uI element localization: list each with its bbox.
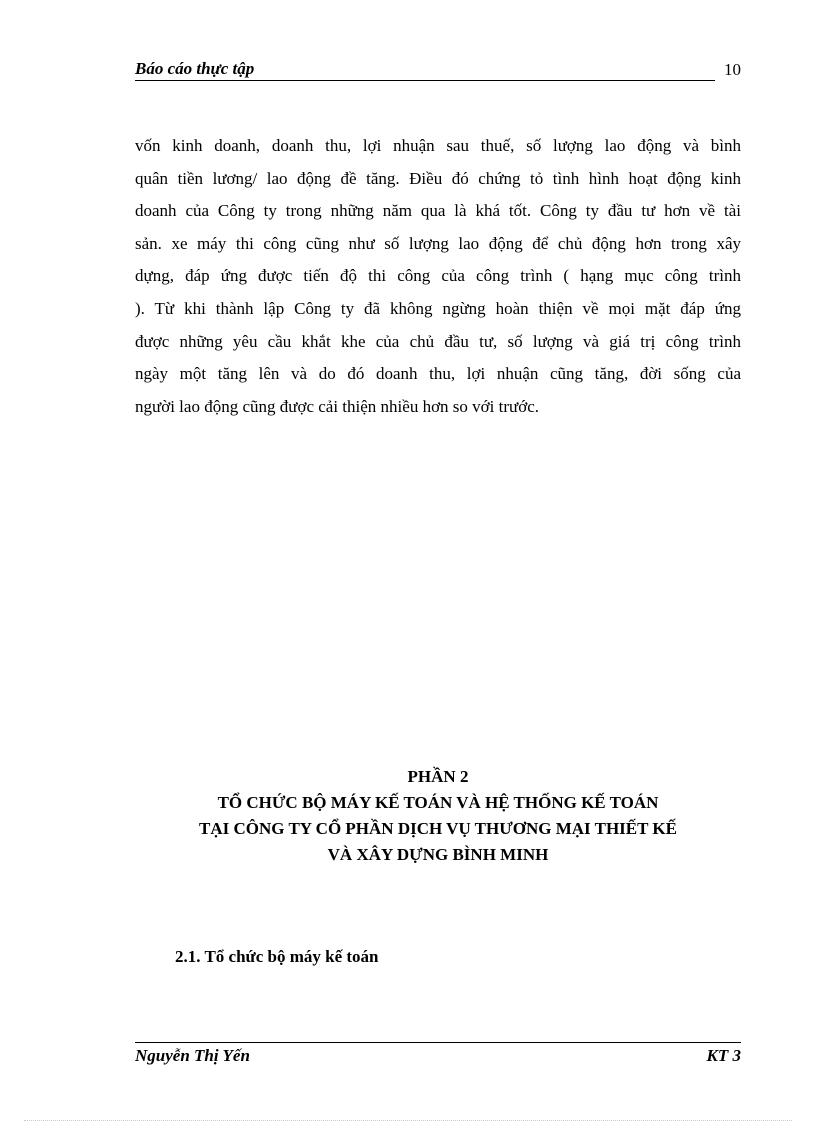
footer-rule <box>135 1042 741 1043</box>
paragraph-line: người lao động cũng được cải thiện nhiều hơn so với trước. <box>135 396 540 416</box>
footer-author: Nguyễn Thị Yến <box>135 1046 250 1065</box>
header-title: Báo cáo thực tập <box>135 59 255 78</box>
paragraph-line: vốn kinh doanh, doanh thu, lợi nhuận sau thuế, số lượng lao động và bình <box>135 136 741 155</box>
paragraph-line: ngày một tăng lên và do đó doanh thu, lợi nhuận cũng tăng, đời sống của <box>135 364 741 384</box>
subsection-heading: 2.1. Tổ chức bộ máy kế toán <box>175 947 379 966</box>
page-header <box>135 58 741 82</box>
section-title-line: TẠI CÔNG TY CỔ PHẦN DỊCH VỤ THƯƠNG MẠI THIẾT KẾ <box>199 819 677 838</box>
section-title-line: TỔ CHỨC BỘ MÁY KẾ TOÁN VÀ HỆ THỐNG KẾ TOÁN <box>217 793 659 812</box>
page-footer <box>135 1042 741 1068</box>
section-heading <box>135 764 741 868</box>
body-paragraph <box>135 130 741 423</box>
header-rule <box>135 80 715 81</box>
page-number: 10 <box>724 60 741 79</box>
paragraph-line: quân tiền lương/ lao động đề tăng. Điều đó chứng tỏ tình hình hoạt động kinh <box>135 168 741 188</box>
section-title-line: VÀ XÂY DỰNG BÌNH MINH <box>327 845 549 864</box>
part-label: PHẦN 2 <box>407 767 469 786</box>
page-border <box>24 1120 792 1121</box>
paragraph-line: doanh của Công ty trong những năm qua là khá tốt. Công ty đầu tư hơn về tài <box>135 201 741 221</box>
footer-class: KT 3 <box>706 1046 741 1065</box>
paragraph-line: dựng, đáp ứng được tiến độ thi công của công trình ( hạng mục công trình <box>135 266 741 286</box>
paragraph-line: sản. xe máy thi công cũng như số lượng lao động để chủ động hơn trong xây <box>135 233 741 253</box>
paragraph-line: ). Từ khi thành lập Công ty đã không ngừng hoàn thiện về mọi mặt đáp ứng <box>135 298 741 318</box>
paragraph-line: được những yêu cầu khắt khe của chủ đầu tư, số lượng và giá trị công trình <box>135 331 741 351</box>
